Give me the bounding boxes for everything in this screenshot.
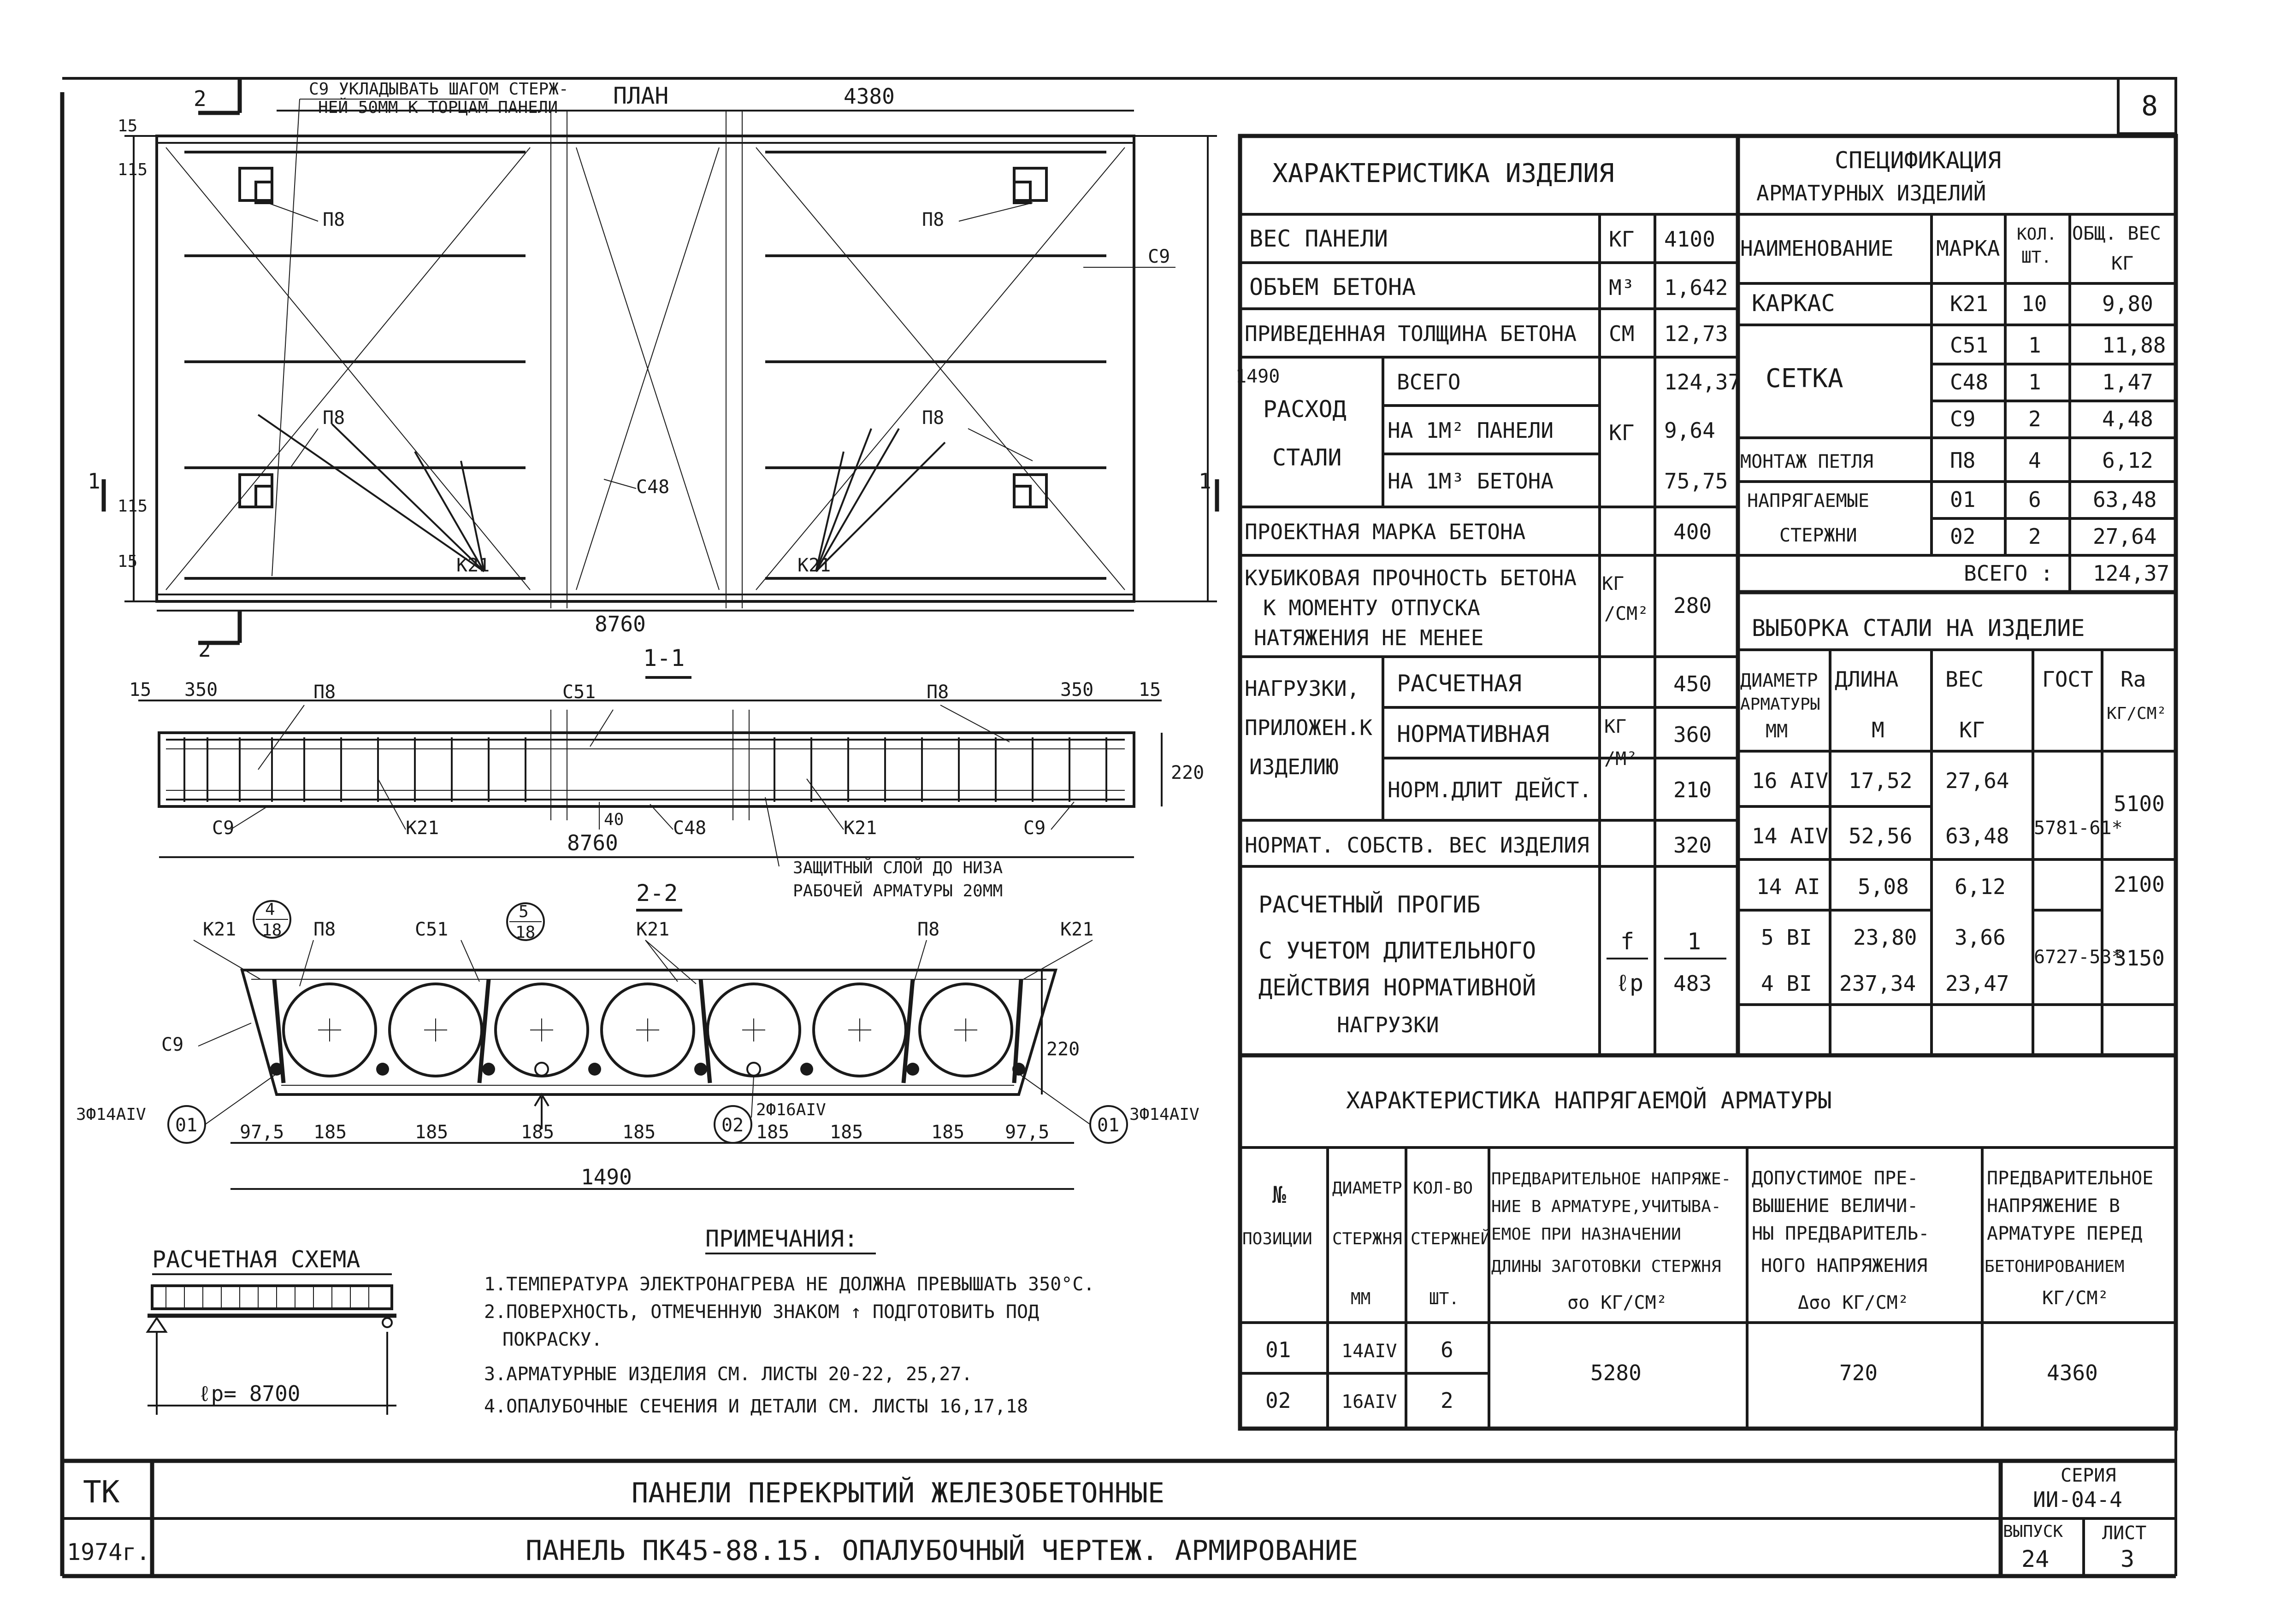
steel-row-5-wt: 23,47 bbox=[1945, 971, 2009, 996]
spec-loop-qty: 4 bbox=[2028, 448, 2041, 473]
s11-label-k21-left: К21 bbox=[406, 818, 439, 839]
spec-tension-2-mark: 02 bbox=[1950, 524, 1976, 549]
spec-frame-qty: 10 bbox=[2021, 291, 2047, 316]
pre-col-fin-5: КГ/СМ² bbox=[2042, 1288, 2109, 1309]
pre-col-qty-1: КОЛ-ВО bbox=[1413, 1179, 1473, 1198]
tb-org: ТК bbox=[83, 1474, 120, 1510]
steel-row-2-diam: 14 АIV bbox=[1752, 824, 1829, 848]
char-deflection-value-top: 1 bbox=[1687, 928, 1701, 955]
steel-col-len-1: ДЛИНА bbox=[1835, 667, 1899, 692]
char-loads-unit-b: /М² bbox=[1604, 748, 1638, 770]
s22-label-left-bars: 3Ф14АIV bbox=[76, 1105, 146, 1124]
spec-mesh-1-qty: 1 bbox=[2028, 333, 2041, 358]
note-3: 3.АРМАТУРНЫЕ ИЗДЕЛИЯ СМ. ЛИСТЫ 20-22, 25,27. bbox=[484, 1364, 973, 1385]
plan-dim-1490: 1490 bbox=[1235, 366, 1280, 387]
char-steel-m3-label: НА 1М³ БЕТОНА bbox=[1388, 469, 1554, 494]
char-cube-unit-b: /СМ² bbox=[1604, 603, 1649, 624]
s22-dim-97-5-left: 97,5 bbox=[240, 1122, 284, 1143]
s11-dim-220: 220 bbox=[1171, 762, 1205, 783]
char-load-calc-value: 450 bbox=[1673, 671, 1712, 696]
steel-row-3-wt: 6,12 bbox=[1955, 874, 2006, 899]
pre-row-2-diam: 16АIV bbox=[1341, 1391, 1397, 1412]
char-thickness-label: ПРИВЕДЕННАЯ ТОЛЩИНА БЕТОНА bbox=[1245, 321, 1577, 346]
steel-row-1-len: 17,52 bbox=[1849, 768, 1913, 793]
spec-tension-label-2: СТЕРЖНИ bbox=[1779, 525, 1857, 546]
spec-mesh-1-weight: 11,88 bbox=[2102, 333, 2166, 358]
plan-dim-15-top: 15 bbox=[118, 117, 138, 135]
steel-gost-2: 6727-53* bbox=[2034, 947, 2123, 968]
plan-label-k21-1: К21 bbox=[456, 555, 490, 576]
tb-sheet-value: 3 bbox=[2121, 1546, 2135, 1572]
char-thickness-value: 12,73 bbox=[1664, 321, 1728, 346]
spec-col-weight-2: КГ bbox=[2111, 253, 2134, 274]
pre-col-fin-1: ПРЕДВАРИТЕЛЬНОЕ bbox=[1987, 1168, 2154, 1189]
s11-label-c51: С51 bbox=[562, 682, 596, 703]
pre-row-2-qty: 2 bbox=[1441, 1388, 1453, 1413]
char-cube-value: 280 bbox=[1673, 593, 1712, 618]
tb-sheet-label: ЛИСТ bbox=[2102, 1523, 2147, 1544]
pre-col-exc-3: НЫ ПРЕДВАРИТЕЛЬ- bbox=[1752, 1223, 1930, 1244]
s11-dim-15-right: 15 bbox=[1139, 679, 1161, 700]
char-deflection-label-1: РАСЧЕТНЫЙ ПРОГИБ bbox=[1258, 891, 1481, 918]
note-1: 1.ТЕМПЕРАТУРА ЭЛЕКТРОНАГРЕВА НЕ ДОЛЖНА ПРЕВЫШАТЬ 350°С. bbox=[484, 1274, 1095, 1295]
spec-frame-mark: К21 bbox=[1950, 291, 1989, 316]
steel-col-ra-1: Rа bbox=[2121, 667, 2146, 692]
prestress-title: ХАРАКТЕРИСТИКА НАПРЯГАЕМОЙ АРМАТУРЫ bbox=[1346, 1087, 1832, 1114]
section-mark-1-right: 1 bbox=[1199, 469, 1211, 494]
spec-col-weight-1: ОБЩ. ВЕС bbox=[2072, 223, 2161, 244]
section-1-1-title: 1-1 bbox=[643, 645, 685, 671]
spec-mesh-3-qty: 2 bbox=[2028, 406, 2041, 431]
notes-title: ПРИМЕЧАНИЯ: bbox=[705, 1225, 858, 1252]
spec-tension-1-mark: 01 bbox=[1950, 487, 1976, 512]
s22-pos-01-right: 01 bbox=[1097, 1115, 1120, 1136]
s22-dim-185-4: 185 bbox=[622, 1122, 656, 1143]
s22-dim-1490: 1490 bbox=[581, 1165, 632, 1189]
s22-dim-97-5-right: 97,5 bbox=[1005, 1122, 1050, 1143]
s11-label-c48: С48 bbox=[673, 818, 707, 839]
s22-label-right-bars: 3Ф14АIV bbox=[1129, 1105, 1199, 1124]
plan-dim-15-bottom: 15 bbox=[118, 552, 138, 571]
s11-dim-350-left: 350 bbox=[184, 679, 218, 700]
steel-ra-1: 5100 bbox=[2114, 791, 2165, 816]
char-volume-unit: М³ bbox=[1609, 275, 1635, 300]
pre-col-fin-3: АРМАТУРЕ ПЕРЕД bbox=[1987, 1223, 2143, 1244]
s11-label-p8-left: П8 bbox=[313, 682, 336, 703]
spec-loop-weight: 6,12 bbox=[2102, 448, 2153, 473]
section-mark-2-top: 2 bbox=[194, 86, 207, 111]
steel-col-ra-2: КГ/СМ² bbox=[2107, 704, 2167, 723]
tb-issue-label: ВЫПУСК bbox=[2003, 1522, 2063, 1541]
spec-mesh-3-mark: С9 bbox=[1950, 406, 1976, 431]
plan-dim-4380: 4380 bbox=[844, 84, 895, 109]
scheme-title: РАСЧЕТНАЯ СХЕМА bbox=[152, 1246, 360, 1273]
s22-pos-01-left: 01 bbox=[175, 1115, 198, 1136]
spec-col-qty-2: ШТ. bbox=[2021, 248, 2052, 267]
s22-dim-220: 220 bbox=[1046, 1039, 1080, 1060]
char-load-calc-label: РАСЧЕТНАЯ bbox=[1397, 670, 1522, 697]
spec-title-1: СПЕЦИФИКАЦИЯ bbox=[1835, 147, 2002, 174]
spec-total-label: ВСЕГО : bbox=[1964, 561, 2053, 586]
steel-col-diam-1: ДИАМЕТР bbox=[1740, 670, 1818, 691]
s11-note-line1: ЗАЩИТНЫЙ СЛОЙ ДО НИЗА bbox=[793, 859, 1003, 877]
tb-issue-value: 24 bbox=[2021, 1546, 2050, 1572]
spec-col-mark: МАРКА bbox=[1936, 236, 2000, 261]
plan-label-p8-3: П8 bbox=[922, 209, 945, 230]
note-2: 2.ПОВЕРХНОСТЬ, ОТМЕЧЕННУЮ ЗНАКОМ ↑ ПОДГОТОВИТЬ ПОД bbox=[484, 1301, 1040, 1323]
char-steel-total-label: ВСЕГО bbox=[1397, 370, 1461, 394]
pre-col-pre-1: ПРЕДВАРИТЕЛЬНОЕ НАПРЯЖЕ- bbox=[1491, 1170, 1731, 1189]
spec-tension-2-weight: 27,64 bbox=[2093, 524, 2157, 549]
steel-row-2-len: 52,56 bbox=[1849, 824, 1913, 848]
char-weight-unit: КГ bbox=[1609, 227, 1635, 252]
pre-col-pre-4: ДЛИНЫ ЗАГОТОВКИ СТЕРЖНЯ bbox=[1491, 1257, 1721, 1276]
pre-col-diam-2: СТЕРЖНЯ bbox=[1332, 1230, 1402, 1248]
char-steel-total-value: 124,37 bbox=[1664, 370, 1741, 394]
tb-year: 1974г. bbox=[67, 1539, 150, 1565]
char-loads-label-3: ИЗДЕЛИЮ bbox=[1249, 754, 1339, 779]
char-selfweight-label: НОРМАТ. СОБСТВ. ВЕС ИЗДЕЛИЯ bbox=[1245, 833, 1589, 858]
plan-dim-8760: 8760 bbox=[595, 612, 646, 636]
char-weight-value: 4100 bbox=[1664, 227, 1715, 252]
pre-col-fin-2: НАПРЯЖЕНИЕ В bbox=[1987, 1195, 2120, 1217]
char-steel-label-2: СТАЛИ bbox=[1272, 444, 1342, 471]
s22-label-k21-left: К21 bbox=[203, 919, 236, 940]
steel-col-len-2: М bbox=[1872, 718, 1884, 742]
spec-loop-label: МОНТАЖ ПЕТЛЯ bbox=[1740, 451, 1873, 472]
section-2-2 bbox=[168, 901, 1127, 1189]
plan-label-p8-2: П8 bbox=[323, 407, 345, 429]
s11-label-c9-left: С9 bbox=[212, 818, 235, 839]
char-deflection-label-2: С УЧЕТОМ ДЛИТЕЛЬНОГО bbox=[1258, 937, 1536, 964]
spec-mesh-3-weight: 4,48 bbox=[2102, 406, 2153, 431]
char-title: ХАРАКТЕРИСТИКА ИЗДЕЛИЯ bbox=[1272, 159, 1614, 188]
pre-col-exc-1: ДОПУСТИМОЕ ПРЕ- bbox=[1752, 1168, 1919, 1189]
s11-label-k21-right: К21 bbox=[844, 818, 877, 839]
steel-row-4-diam: 5 ВI bbox=[1761, 925, 1812, 950]
pre-col-diam-3: ММ bbox=[1351, 1289, 1371, 1308]
char-thickness-unit: СМ bbox=[1609, 321, 1635, 346]
steel-row-4-len: 23,80 bbox=[1853, 925, 1917, 950]
s22-circle-4-top: 4 bbox=[265, 900, 275, 919]
s22-label-mid-bars: 2Ф16АIV bbox=[756, 1100, 826, 1119]
steel-row-1-wt: 27,64 bbox=[1945, 768, 2009, 793]
pre-col-pre-5: σо КГ/СМ² bbox=[1567, 1292, 1667, 1313]
char-steel-m2-label: НА 1М² ПАНЕЛИ bbox=[1388, 418, 1554, 443]
plan-title: ПЛАН bbox=[613, 82, 669, 109]
s11-dim-40: 40 bbox=[604, 810, 624, 829]
char-selfweight-value: 320 bbox=[1673, 833, 1712, 858]
char-load-long-label: НОРМ.ДЛИТ ДЕЙСТ. bbox=[1388, 777, 1592, 802]
spec-loop-mark: П8 bbox=[1950, 448, 1976, 473]
char-loads-unit-a: КГ bbox=[1604, 716, 1627, 737]
note-2-continued: ПОКРАСКУ. bbox=[502, 1329, 603, 1350]
pre-col-exc-2: ВЫШЕНИЕ ВЕЛИЧИ- bbox=[1752, 1195, 1919, 1217]
s22-circle-4-bottom: 18 bbox=[262, 921, 282, 940]
pre-value-fin: 4360 bbox=[2047, 1360, 2098, 1385]
pre-value-exc: 720 bbox=[1839, 1360, 1878, 1385]
char-steel-unit: КГ bbox=[1609, 420, 1635, 445]
plan-label-k21-2: К21 bbox=[797, 555, 831, 576]
char-loads-label-2: ПРИЛОЖЕН.К bbox=[1245, 715, 1372, 740]
scheme-span: ℓр= 8700 bbox=[198, 1381, 301, 1406]
s11-dim-8760: 8760 bbox=[567, 830, 618, 855]
steel-gost-1: 5781-61* bbox=[2034, 818, 2123, 839]
char-deflection-value-bottom: 483 bbox=[1673, 971, 1712, 996]
tb-series-label: СЕРИЯ bbox=[2061, 1465, 2116, 1486]
pre-row-1-qty: 6 bbox=[1441, 1337, 1453, 1362]
char-weight-label: ВЕС ПАНЕЛИ bbox=[1249, 225, 1388, 252]
steel-col-wt-2: КГ bbox=[1959, 718, 1985, 742]
plan-dim-115-bottom: 115 bbox=[118, 497, 148, 516]
spec-frame-label: КАРКАС bbox=[1752, 290, 1835, 317]
s22-dim-185-2: 185 bbox=[415, 1122, 449, 1143]
spec-tension-1-qty: 6 bbox=[2028, 487, 2041, 512]
char-cube-label-2: К МОМЕНТУ ОТПУСКА bbox=[1263, 595, 1480, 620]
steel-title: ВЫБОРКА СТАЛИ НА ИЗДЕЛИЕ bbox=[1752, 615, 2085, 641]
s22-dim-185-3: 185 bbox=[521, 1122, 555, 1143]
plan-label-c48: С48 bbox=[636, 477, 670, 498]
section-1-1 bbox=[138, 677, 1162, 866]
spec-col-qty-1: КОЛ. bbox=[2017, 225, 2057, 244]
spec-mesh-2-weight: 1,47 bbox=[2102, 370, 2153, 394]
spec-mesh-2-qty: 1 bbox=[2028, 370, 2041, 394]
pre-col-pos-1: № bbox=[1272, 1182, 1287, 1208]
s11-label-c9-right: С9 bbox=[1023, 818, 1046, 839]
pre-col-diam-1: ДИАМЕТР bbox=[1332, 1179, 1402, 1198]
steel-col-diam-2: АРМАТУРЫ bbox=[1740, 695, 1820, 714]
spec-tension-1-weight: 63,48 bbox=[2093, 487, 2157, 512]
char-volume-label: ОБЪЕМ БЕТОНА bbox=[1249, 274, 1416, 300]
s22-label-c9: С9 bbox=[161, 1034, 184, 1055]
pre-col-qty-3: ШТ. bbox=[1429, 1289, 1459, 1308]
pre-value-pre: 5280 bbox=[1590, 1360, 1642, 1385]
s22-label-p8-right: П8 bbox=[917, 919, 940, 940]
s22-label-k21-mid: К21 bbox=[636, 919, 670, 940]
plan-view bbox=[104, 78, 1217, 643]
steel-ra-2: 2100 bbox=[2114, 872, 2165, 897]
s11-note-line2: РАБОЧЕЙ АРМАТУРЫ 20ММ bbox=[793, 882, 1003, 900]
section-2-2-title: 2-2 bbox=[636, 880, 678, 906]
s11-dim-15-left: 15 bbox=[129, 679, 152, 700]
s11-dim-350-right: 350 bbox=[1060, 679, 1094, 700]
plan-label-p8-4: П8 bbox=[922, 407, 945, 429]
s22-label-c51: С51 bbox=[415, 919, 449, 940]
char-deflection-label-4: НАГРУЗКИ bbox=[1337, 1012, 1439, 1037]
pre-col-pos-2: ПОЗИЦИИ bbox=[1242, 1230, 1312, 1248]
steel-row-5-len: 237,34 bbox=[1839, 971, 1916, 996]
char-deflection-unit-bottom: ℓр bbox=[1616, 970, 1644, 996]
char-load-norm-value: 360 bbox=[1673, 722, 1712, 747]
spec-tension-2-qty: 2 bbox=[2028, 524, 2041, 549]
spec-col-name: НАИМЕНОВАНИЕ bbox=[1740, 236, 1894, 261]
char-load-long-value: 210 bbox=[1673, 777, 1712, 802]
char-load-norm-label: НОРМАТИВНАЯ bbox=[1397, 721, 1550, 747]
char-steel-label-1: РАСХОД bbox=[1263, 396, 1347, 423]
pre-col-pre-2: НИЕ В АРМАТУРЕ,УЧИТЫВА- bbox=[1491, 1197, 1721, 1216]
spec-total-value: 124,37 bbox=[2093, 561, 2170, 586]
steel-col-diam-3: ММ bbox=[1766, 721, 1788, 742]
tb-title: ПАНЕЛИ ПЕРЕКРЫТИЙ ЖЕЛЕЗОБЕТОННЫЕ bbox=[632, 1477, 1164, 1509]
plan-label-p8-1: П8 bbox=[323, 209, 345, 230]
tb-subtitle: ПАНЕЛЬ ПК45-88.15. ОПАЛУБОЧНЫЙ ЧЕРТЕЖ. АРМИРОВАНИЕ bbox=[526, 1535, 1359, 1567]
steel-row-4-wt: 3,66 bbox=[1955, 925, 2006, 950]
pre-col-pre-3: ЕМОЕ ПРИ НАЗНАЧЕНИИ bbox=[1491, 1225, 1681, 1244]
pre-col-exc-4: НОГО НАПРЯЖЕНИЯ bbox=[1761, 1255, 1928, 1277]
s22-dim-185-6: 185 bbox=[830, 1122, 863, 1143]
pre-col-fin-4: БЕТОНИРОВАНИЕМ bbox=[1985, 1257, 2125, 1276]
plan-label-c9: С9 bbox=[1148, 246, 1170, 267]
spec-mesh-label: СЕТКА bbox=[1766, 364, 1843, 394]
spec-mesh-2-mark: С48 bbox=[1950, 370, 1989, 394]
pre-row-2-pos: 02 bbox=[1265, 1388, 1291, 1413]
plan-dim-115-top: 115 bbox=[118, 160, 148, 179]
s22-pos-02: 02 bbox=[721, 1115, 744, 1136]
s11-label-p8-right: П8 bbox=[927, 682, 949, 703]
steel-row-1-diam: 16 АIV bbox=[1752, 768, 1829, 793]
char-deflection-label-3: ДЕЙСТВИЯ НОРМАТИВНОЙ bbox=[1258, 974, 1536, 1001]
plan-note-c9-line1: С9 УКЛАДЫВАТЬ ШАГОМ СТЕРЖ- bbox=[309, 80, 569, 99]
s22-dim-185-7: 185 bbox=[931, 1122, 965, 1143]
char-deflection-unit-top: f bbox=[1620, 928, 1635, 955]
char-loads-label-1: НАГРУЗКИ, bbox=[1245, 676, 1360, 701]
note-4: 4.ОПАЛУБОЧНЫЕ СЕЧЕНИЯ И ДЕТАЛИ СМ. ЛИСТЫ 16,17,18 bbox=[484, 1396, 1028, 1417]
spec-tension-label-1: НАПРЯГАЕМЫЕ bbox=[1747, 490, 1869, 512]
steel-col-gost: ГОСТ bbox=[2042, 667, 2093, 692]
s22-dim-185-5: 185 bbox=[756, 1122, 790, 1143]
section-mark-2-bottom: 2 bbox=[198, 637, 211, 662]
s22-label-p8-left: П8 bbox=[313, 919, 336, 940]
steel-row-2-wt: 63,48 bbox=[1945, 824, 2009, 848]
steel-row-3-diam: 14 АI bbox=[1756, 874, 1820, 899]
tb-series-value: ИИ-04-4 bbox=[2033, 1487, 2122, 1512]
s22-circle-5-top: 5 bbox=[519, 902, 529, 921]
char-grade-label: ПРОЕКТНАЯ МАРКА БЕТОНА bbox=[1245, 519, 1526, 544]
steel-ra-3: 3150 bbox=[2114, 946, 2165, 971]
pre-col-qty-2: СТЕРЖНЕЙ bbox=[1411, 1230, 1491, 1248]
s22-dim-185-1: 185 bbox=[313, 1122, 347, 1143]
section-mark-1-left: 1 bbox=[88, 469, 100, 494]
plan-note-c9-line2: НЕЙ 50ММ К ТОРЦАМ ПАНЕЛИ bbox=[318, 98, 558, 117]
s22-label-k21-right: К21 bbox=[1060, 919, 1094, 940]
s22-circle-5-bottom: 18 bbox=[515, 923, 536, 942]
char-cube-label-1: КУБИКОВАЯ ПРОЧНОСТЬ БЕТОНА bbox=[1245, 565, 1577, 590]
spec-mesh-1-mark: С51 bbox=[1950, 333, 1989, 358]
spec-title-2: АРМАТУРНЫХ ИЗДЕЛИЙ bbox=[1756, 181, 1986, 206]
sheet-number: 8 bbox=[2141, 90, 2158, 122]
char-cube-unit-a: КГ bbox=[1602, 573, 1624, 594]
spec-frame-weight: 9,80 bbox=[2102, 291, 2153, 316]
steel-col-wt-1: ВЕС bbox=[1945, 667, 1984, 692]
char-grade-value: 400 bbox=[1673, 519, 1712, 544]
pre-col-exc-5: Δσо КГ/СМ² bbox=[1798, 1292, 1909, 1313]
pre-row-1-pos: 01 bbox=[1265, 1337, 1291, 1362]
char-cube-label-3: НАТЯЖЕНИЯ НЕ МЕНЕЕ bbox=[1254, 625, 1484, 650]
char-steel-m3-value: 75,75 bbox=[1664, 469, 1728, 494]
char-volume-value: 1,642 bbox=[1664, 275, 1728, 300]
steel-row-5-diam: 4 ВI bbox=[1761, 971, 1812, 996]
pre-row-1-diam: 14АIV bbox=[1341, 1341, 1397, 1362]
steel-row-3-len: 5,08 bbox=[1858, 874, 1909, 899]
char-steel-m2-value: 9,64 bbox=[1664, 418, 1715, 443]
